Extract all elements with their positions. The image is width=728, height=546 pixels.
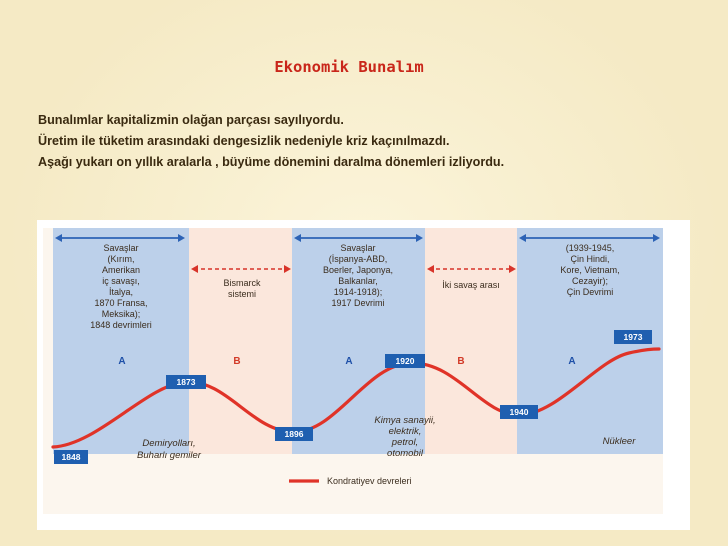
phase-label-a-2: A xyxy=(345,356,353,367)
period-3-line-5: 1914-1918); xyxy=(333,287,383,297)
phase-label-b-2: B xyxy=(457,356,465,367)
slide-title: Ekonomik Bunalım xyxy=(274,58,424,76)
period-1-line-7: Meksika); xyxy=(101,309,141,319)
svg-text:1848: 1848 xyxy=(61,452,81,462)
period-5-line-3: Kore, Vietnam, xyxy=(560,265,620,275)
period-1-line-3: Amerikan xyxy=(101,265,141,275)
period-3-line-3: Boerler, Japonya, xyxy=(322,265,394,275)
svg-text:Kimya sanayii,: Kimya sanayii, xyxy=(374,415,436,426)
body-line-3: Aşağı yukarı on yıllık aralarla , büyüme dönemini daralma dönemleri izliyordu. xyxy=(38,155,505,169)
period-5-line-2: Çin Hindi, xyxy=(570,254,610,264)
svg-text:1973: 1973 xyxy=(623,332,643,342)
period-4-text xyxy=(442,280,500,290)
kondratiev-wave-figure xyxy=(37,220,690,530)
period-3-line-1: Savaşlar xyxy=(340,243,376,253)
year-box-1873 xyxy=(166,375,206,389)
period-3-line-4: Balkanlar, xyxy=(338,276,378,286)
year-box-1848 xyxy=(54,450,88,464)
period-2-line-1: Bismarck xyxy=(223,278,261,288)
body-line-1: Bunalımlar kapitalizmin olağan parçası sayılıyordu. xyxy=(38,113,344,127)
period-3-line-6: 1917 Devrimi xyxy=(331,298,385,308)
svg-text:Demiryolları,: Demiryolları, xyxy=(142,438,196,449)
phase-band-b-1 xyxy=(189,228,292,454)
phase-label-a-3: A xyxy=(568,356,576,367)
svg-text:elektrik,: elektrik, xyxy=(388,426,422,437)
kondratiev-diagram xyxy=(37,220,690,530)
railways-label xyxy=(137,438,202,461)
period-5-text xyxy=(560,243,619,297)
phase-label-b-1: B xyxy=(233,356,241,367)
period-1-line-5: İtalya, xyxy=(108,287,134,297)
year-box-1920 xyxy=(385,354,425,368)
year-box-1896 xyxy=(275,427,313,441)
svg-text:Buharlı gemiler: Buharlı gemiler xyxy=(137,450,201,461)
svg-text:petrol,: petrol, xyxy=(391,437,419,448)
period-5-line-4: Cezayir); xyxy=(571,276,609,286)
period-2-text xyxy=(223,278,261,299)
svg-text:1896: 1896 xyxy=(284,429,304,439)
period-3-line-2: (İspanya-ABD, xyxy=(328,254,388,264)
period-1-line-8: 1848 devrimleri xyxy=(90,320,152,330)
body-line-2: Üretim ile tüketim arasındaki dengesizlik nedeniyle kriz kaçınılmazdı. xyxy=(38,134,450,148)
period-1-line-2: (Kırım, xyxy=(107,254,135,264)
period-1-line-1: Savaşlar xyxy=(103,243,139,253)
phase-band-b-2 xyxy=(425,228,517,454)
nuclear-label: Nükleer xyxy=(602,436,636,447)
legend-label: Kondratiyev devreleri xyxy=(327,476,412,486)
period-1-line-6: 1870 Fransa, xyxy=(94,298,148,308)
year-box-1973 xyxy=(614,330,652,344)
period-5-line-1: (1939-1945, xyxy=(565,243,615,253)
svg-text:1940: 1940 xyxy=(509,407,529,417)
svg-text:1920: 1920 xyxy=(395,356,415,366)
svg-text:1873: 1873 xyxy=(176,377,196,387)
year-box-1940 xyxy=(500,405,538,419)
period-1-line-4: iç savaşı, xyxy=(102,276,140,286)
phase-label-a-1: A xyxy=(118,356,126,367)
svg-text:otomobil: otomobil xyxy=(387,448,423,459)
period-5-line-5: Çin Devrimi xyxy=(566,287,614,297)
slide-body xyxy=(38,110,728,173)
period-4-line-1: İki savaş arası xyxy=(442,280,500,290)
period-2-line-2: sistemi xyxy=(227,289,257,299)
